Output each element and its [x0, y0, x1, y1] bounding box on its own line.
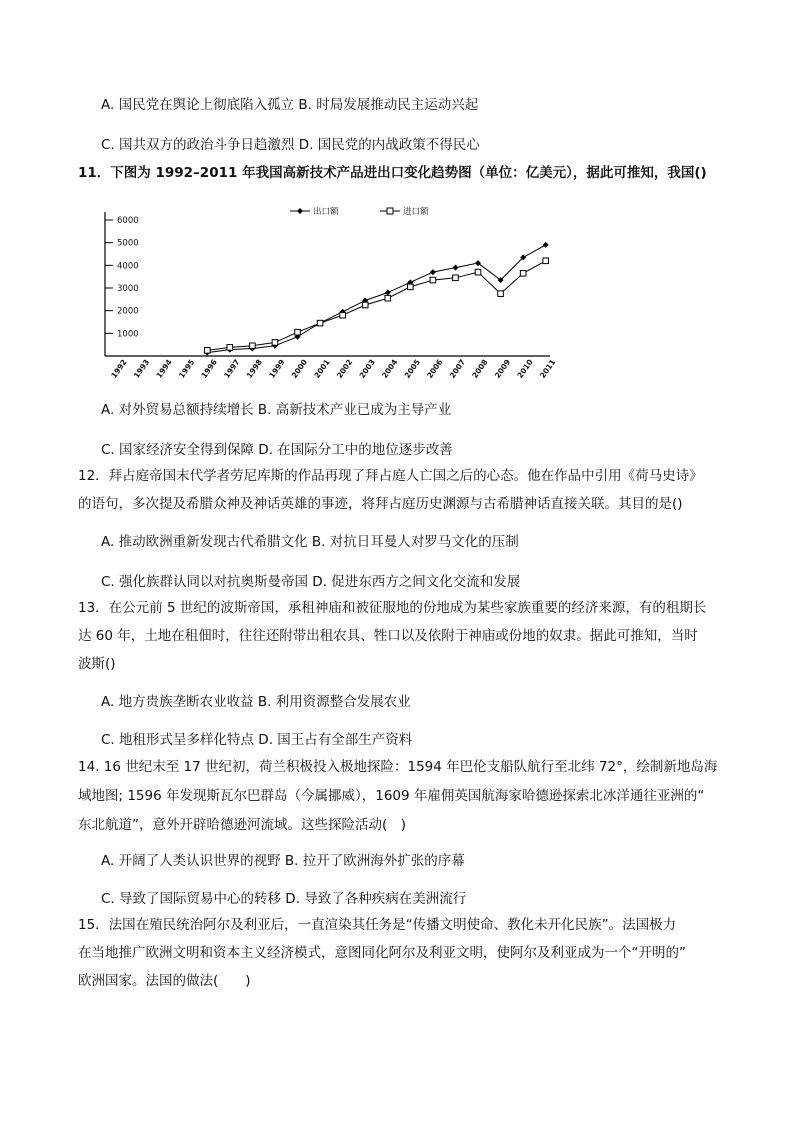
q13-option-line-2: C. 地租形式呈多样化特点 D. 国王占有全部生产资料 [101, 732, 413, 748]
x-tick-label: 2011 [538, 357, 558, 380]
x-tick-label: 1992 [109, 357, 129, 380]
import-point [520, 270, 526, 276]
legend-label: 出口额 [313, 207, 339, 217]
x-tick-label: 2010 [515, 357, 535, 380]
x-tick-label: 2003 [357, 357, 377, 380]
x-tick-label: 1993 [131, 357, 152, 380]
y-tick-label: 5000 [117, 238, 139, 249]
x-tick-label: 2006 [425, 357, 445, 380]
q12-stem-line-1: 12．拜占庭帝国末代学者劳尼库斯的作品再现了拜占庭人亡国之后的心态。他在作品中引用《荷马史诗》 [78, 468, 703, 484]
import-point [453, 275, 459, 281]
y-tick-label: 2000 [117, 306, 139, 317]
y-tick-label: 1000 [117, 329, 139, 340]
q15-stem-line-2: 在当地推广欧洲文明和资本主义经济模式，意图同化阿尔及利亚文明，使阿尔及利亚成为一个“开明的” [78, 945, 686, 961]
q12-option-line-2: C. 强化族群认同以对抗奥斯曼帝国 D. 促进东西方之间文化交流和发展 [101, 574, 521, 590]
q15-stem-line-3: 欧洲国家。法国的做法( ) [78, 973, 251, 989]
import-point [475, 269, 481, 275]
x-tick-label: 2004 [380, 357, 400, 380]
import-point [362, 302, 368, 308]
export-point [385, 290, 391, 296]
import-point [295, 329, 301, 335]
q11-stem: 11．下图为 1992–2011 年我国高新技术产品进出口变化趋势图（单位：亿美元），据此可推知，我国() [78, 165, 707, 181]
import-point [498, 291, 504, 297]
x-tick-label: 1994 [154, 357, 174, 380]
q14-option-line-1: A. 开阔了人类认识世界的视野 B. 拉开了欧洲海外扩张的序幕 [101, 853, 465, 869]
legend-label: 进口额 [403, 207, 429, 217]
x-tick-label: 1999 [267, 357, 287, 380]
legend-marker-diamond [297, 208, 303, 214]
import-point [543, 258, 549, 264]
y-tick-label: 3000 [117, 284, 139, 294]
x-tick-label: 1996 [199, 357, 219, 380]
q13-stem-line-1: 13．在公元前 5 世纪的波斯帝国，承租神庙和被征服地的份地成为某些家族重要的经济来源，有的租期长 [78, 600, 707, 616]
x-tick-label: 2002 [334, 357, 355, 380]
q12-option-line-1: A. 推动欧洲重新发现古代希腊文化 B. 对抗日耳曼人对罗马文化的压制 [101, 534, 519, 550]
q14-stem-line-2: 域地图; 1596 年发现斯瓦尔巴群岛（今属挪威），1609 年雇佣英国航海家哈德逊探索北冰洋通往亚洲的“ [78, 788, 705, 804]
import-point [385, 295, 391, 301]
q10-option-line-2: C. 国共双方的政治斗争日趋激烈 D. 国民党的内战政策不得民心 [101, 137, 480, 153]
y-tick-label: 6000 [117, 216, 139, 226]
x-tick-label: 2005 [402, 357, 422, 380]
import-point [430, 277, 436, 283]
x-tick-label: 2007 [447, 357, 468, 380]
import-point [317, 320, 323, 326]
import-point [272, 340, 278, 346]
q11-option-line-2: C. 国家经济安全得到保障 D. 在国际分工中的地位逐步改善 [101, 442, 453, 458]
export-import-line-chart [100, 200, 570, 390]
export-point [452, 265, 458, 271]
export-point [430, 269, 436, 275]
q14-stem-line-3: 东北航道”，意外开辟哈德逊河流域。这些探险活动( ) [78, 817, 407, 833]
q12-stem-line-2: 的语句，多次提及希腊众神及神话英雄的事迹，将拜占庭历史渊源与古希腊神话直接关联。其目的是() [78, 496, 683, 512]
q10-option-line-1: A. 国民党在舆论上彻底陷入孤立 B. 时局发展推动民主运动兴起 [101, 97, 479, 113]
legend-marker-square [387, 208, 393, 214]
import-point [408, 284, 414, 290]
x-tick-label: 2001 [312, 357, 332, 380]
x-tick-label: 1995 [176, 357, 197, 380]
q13-stem-line-3: 波斯() [78, 656, 116, 672]
import-point [204, 348, 210, 354]
chart-legend [290, 206, 429, 217]
import-point [227, 345, 233, 351]
y-tick-labels [105, 216, 139, 339]
q13-option-line-1: A. 地方贵族垄断农业收益 B. 利用资源整合发展农业 [101, 694, 411, 710]
q14-option-line-2: C. 导致了国际贸易中心的转移 D. 导致了各种疾病在美洲流行 [101, 891, 467, 907]
q13-stem-line-2: 达 60 年，土地在租佃时，往往还附带出租农具、牲口以及依附于神庙或份地的奴隶。据此可推知，当时 [78, 628, 698, 644]
import-point [250, 343, 256, 349]
export-series-line [207, 245, 545, 353]
q11-option-line-1: A. 对外贸易总额持续增长 B. 高新技术产业已成为主导产业 [101, 402, 452, 418]
x-tick-label: 1998 [244, 357, 265, 380]
q15-stem-line-1: 15．法国在殖民统治阿尔及利亚后，一直渲染其任务是“传播文明使命、教化未开化民族”。法国极力 [78, 917, 677, 933]
x-tick-label: 2008 [470, 357, 490, 380]
x-tick-label: 1997 [222, 357, 242, 380]
import-point [340, 312, 346, 318]
export-point [543, 242, 549, 248]
import-series-line [207, 261, 545, 351]
chart-axes [105, 212, 550, 356]
q14-stem-line-1: 14. 16 世纪末至 17 世纪初，荷兰积极投入极地探险：1594 年巴伦支船队航行至北纬 72°，绘制新地岛海 [78, 759, 718, 775]
x-tick-labels [109, 358, 557, 380]
chart-series [204, 242, 548, 356]
x-tick-label: 2000 [289, 357, 310, 380]
x-tick-label: 2009 [492, 357, 513, 380]
y-tick-label: 4000 [117, 261, 139, 272]
